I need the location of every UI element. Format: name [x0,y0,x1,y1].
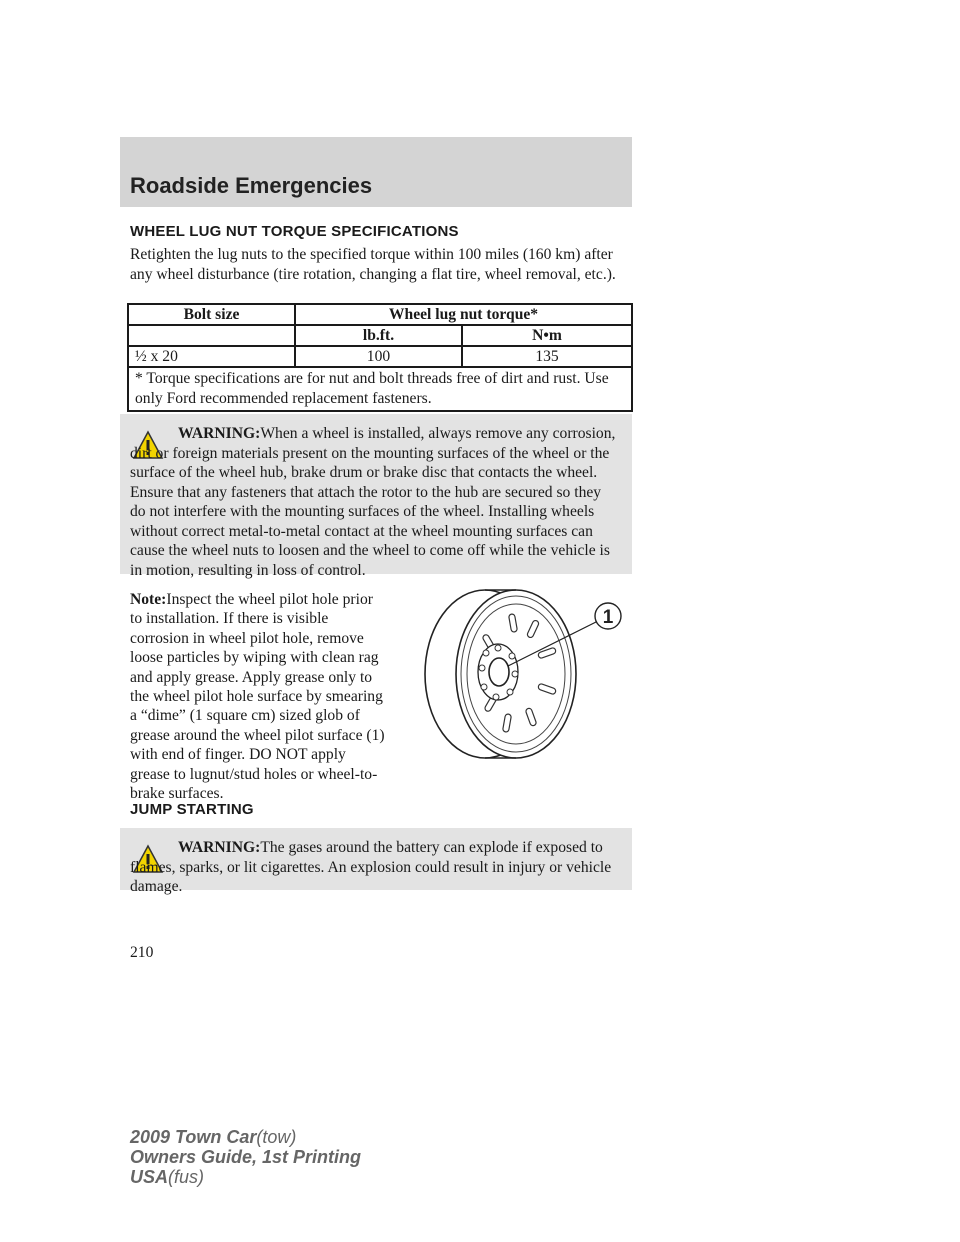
torque-table [127,303,633,412]
header-unit-lbft: lb.ft. [295,325,462,346]
note-label: Note: [130,591,167,608]
callout-number: 1 [602,607,614,628]
section-title: Roadside Emergencies [130,173,373,198]
footer-region-code: (fus) [168,1167,205,1187]
wheel-pilot-illustration [420,584,630,760]
section-header-band [120,137,632,207]
cell-bolt: ½ x 20 [128,346,295,367]
warning-box-wheel [120,414,632,579]
warning-text-wheel [130,424,620,580]
cell-lbft: 100 [295,346,462,367]
warning-body: The gases around the battery can explode if exposed to flames, sparks, or lit cigarettes. An explosion could result in injury or vehicle damage. [130,839,612,895]
footer-region: USA [130,1167,169,1187]
lug-nut-intro: Retighten the lug nuts to the specified torque within 100 miles (160 km) after any wheel disturbance (tire rotation, changing a flat tire, wheel removal, etc.). [130,246,616,283]
footer-printing: Owners Guide, 1st Printing [130,1147,362,1167]
warning-body: When a wheel is installed, always remove any corrosion, dirt or foreign materials present on the mounting surfaces of the wheel or the surface of the wheel hub, brake drum or brake disc that contacts the wheel. Ensure that any fasteners that attach the rotor to the hub are secured so they do not interfere with the mounting surfaces of the wheel. Installing wheels without correct metal-to-metal contact at the wheel mounting surfaces can cause the wheel nuts to loosen and the wheel to come off while the vehicle is in motion, resulting in loss of control. [130,425,616,579]
warning-text-battery [130,838,620,897]
footer-model: 2009 Town Car [130,1127,257,1147]
page-number: 210 [130,944,154,961]
cell-nm: 135 [462,346,632,367]
header-unit-nm: N•m [462,325,632,346]
warning-label: WARNING: [178,425,261,442]
lug-nut-heading: WHEEL LUG NUT TORQUE SPECIFICATIONS [130,223,459,240]
header-bolt-size: Bolt size [128,304,295,325]
header-lug-torque: Wheel lug nut torque* [295,304,632,325]
jump-starting-heading: JUMP STARTING [130,801,254,818]
header-blank [128,325,295,346]
warning-box-battery [120,828,632,895]
table-footnote: * Torque specifications are for nut and bolt threads free of dirt and rust. Use only Ford recommended replacement fasteners. [128,367,632,411]
footer-code: (tow) [256,1127,297,1147]
note-body: Inspect the wheel pilot hole prior to installation. If there is visible corrosion in wheel pilot hole, remove loose particles by wiping with clean rag and apply grease. Apply grease only to the wheel pilot hole surface by smearing a “dime” (1 square cm) sized glob of grease around the wheel pilot surface (1) with end of finger. DO NOT apply grease to lugnut/stud holes or wheel-to-brake surfaces. [130,591,385,803]
print-footer [130,1127,361,1187]
table-row [128,346,632,367]
note-paragraph [130,590,388,803]
warning-label: WARNING: [178,839,261,856]
